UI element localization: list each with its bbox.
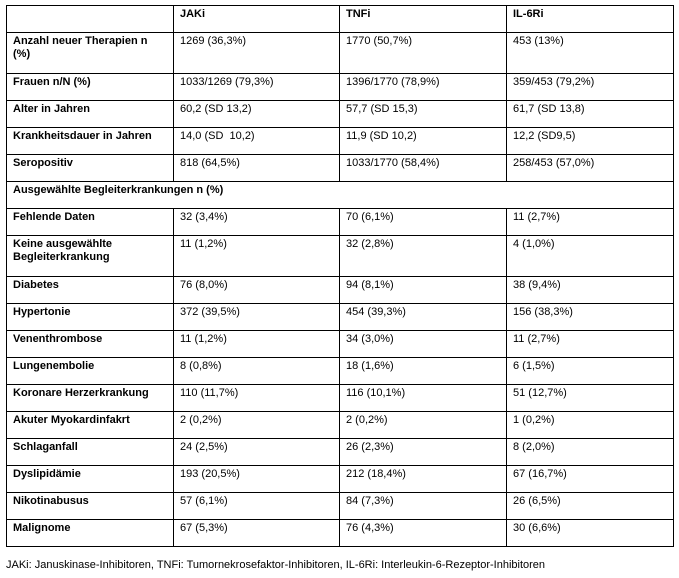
cell-il6ri: 12,2 (SD9,5): [507, 128, 674, 155]
header-tnfi: TNFi: [340, 6, 507, 33]
row-label: Diabetes: [7, 277, 174, 304]
table-row: [7, 155, 674, 182]
header-il6ri: IL-6Ri: [507, 6, 674, 33]
cell-jaki: 1269 (36,3%): [174, 33, 340, 74]
cell-tnfi: 70 (6,1%): [340, 209, 507, 236]
cell-il6ri: 67 (16,7%): [507, 466, 674, 493]
cell-jaki: 76 (8,0%): [174, 277, 340, 304]
cell-jaki: 372 (39,5%): [174, 304, 340, 331]
row-label: Nikotinabusus: [7, 493, 174, 520]
cell-tnfi: 1396/1770 (78,9%): [340, 74, 507, 101]
cell-il6ri: 8 (2,0%): [507, 439, 674, 466]
cell-tnfi: 26 (2,3%): [340, 439, 507, 466]
header-jaki: JAKi: [174, 6, 340, 33]
cell-jaki: 57 (6,1%): [174, 493, 340, 520]
table-row: [7, 33, 674, 74]
section-header-row: [7, 182, 674, 209]
row-label: Frauen n/N (%): [7, 74, 174, 101]
cell-jaki: 11 (1,2%): [174, 236, 340, 277]
cell-tnfi: 84 (7,3%): [340, 493, 507, 520]
cell-il6ri: 26 (6,5%): [507, 493, 674, 520]
cell-il6ri: 61,7 (SD 13,8): [507, 101, 674, 128]
cell-il6ri: 258/453 (57,0%): [507, 155, 674, 182]
cell-il6ri: 6 (1,5%): [507, 358, 674, 385]
cell-tnfi: 94 (8,1%): [340, 277, 507, 304]
cell-jaki: 60,2 (SD 13,2): [174, 101, 340, 128]
row-label: Hypertonie: [7, 304, 174, 331]
cell-jaki: 67 (5,3%): [174, 520, 340, 547]
row-label: Seropositiv: [7, 155, 174, 182]
cell-jaki: 110 (11,7%): [174, 385, 340, 412]
row-label: Venenthrombose: [7, 331, 174, 358]
cell-jaki: 8 (0,8%): [174, 358, 340, 385]
table-row: [7, 466, 674, 493]
cell-il6ri: 156 (38,3%): [507, 304, 674, 331]
cell-tnfi: 34 (3,0%): [340, 331, 507, 358]
row-label: Keine ausgewählte Begleiterkrankung: [7, 236, 174, 277]
cell-jaki: 1033/1269 (79,3%): [174, 74, 340, 101]
table-row: [7, 304, 674, 331]
table-row: [7, 236, 674, 277]
cell-il6ri: 51 (12,7%): [507, 385, 674, 412]
table-row: [7, 520, 674, 547]
cell-jaki: 818 (64,5%): [174, 155, 340, 182]
cell-jaki: 11 (1,2%): [174, 331, 340, 358]
cell-tnfi: 76 (4,3%): [340, 520, 507, 547]
table-row: [7, 385, 674, 412]
row-label: Malignome: [7, 520, 174, 547]
row-label: Lungenembolie: [7, 358, 174, 385]
cell-il6ri: 1 (0,2%): [507, 412, 674, 439]
section-label: Ausgewählte Begleiterkrankungen n (%): [7, 182, 674, 209]
cell-tnfi: 57,7 (SD 15,3): [340, 101, 507, 128]
cell-tnfi: 1770 (50,7%): [340, 33, 507, 74]
table-row: [7, 493, 674, 520]
cell-il6ri: 11 (2,7%): [507, 331, 674, 358]
cell-il6ri: 11 (2,7%): [507, 209, 674, 236]
cell-il6ri: 4 (1,0%): [507, 236, 674, 277]
comparison-table: [6, 5, 674, 547]
table-row: [7, 439, 674, 466]
cell-tnfi: 2 (0,2%): [340, 412, 507, 439]
table-row: [7, 412, 674, 439]
row-label: Koronare Herzerkrankung: [7, 385, 174, 412]
cell-tnfi: 116 (10,1%): [340, 385, 507, 412]
cell-jaki: 193 (20,5%): [174, 466, 340, 493]
row-label: Anzahl neuer Therapien n (%): [7, 33, 174, 74]
row-label: Akuter Myokardinfakrt: [7, 412, 174, 439]
cell-tnfi: 18 (1,6%): [340, 358, 507, 385]
cell-tnfi: 32 (2,8%): [340, 236, 507, 277]
row-label: Alter in Jahren: [7, 101, 174, 128]
cell-il6ri: 30 (6,6%): [507, 520, 674, 547]
row-label: Krankheitsdauer in Jahren: [7, 128, 174, 155]
row-label: Schlaganfall: [7, 439, 174, 466]
cell-tnfi: 454 (39,3%): [340, 304, 507, 331]
abbreviations-footnote: JAKi: Januskinase-Inhibitoren, TNFi: Tumornekrosefaktor-Inhibitoren, IL-6Ri: Interleukin-6-Rezeptor-Inhibitoren: [6, 559, 546, 571]
table-row: [7, 128, 674, 155]
row-label: Dyslipidämie: [7, 466, 174, 493]
header-empty-cell: [7, 6, 174, 33]
cell-jaki: 24 (2,5%): [174, 439, 340, 466]
cell-il6ri: 453 (13%): [507, 33, 674, 74]
cell-jaki: 14,0 (SD 10,2): [174, 128, 340, 155]
cell-il6ri: 38 (9,4%): [507, 277, 674, 304]
cell-jaki: 32 (3,4%): [174, 209, 340, 236]
table-row: [7, 331, 674, 358]
cell-tnfi: 212 (18,4%): [340, 466, 507, 493]
table-row: [7, 74, 674, 101]
row-label: Fehlende Daten: [7, 209, 174, 236]
cell-jaki: 2 (0,2%): [174, 412, 340, 439]
table-row: [7, 101, 674, 128]
table-row: [7, 209, 674, 236]
table-row: [7, 277, 674, 304]
table-row: [7, 358, 674, 385]
cell-il6ri: 359/453 (79,2%): [507, 74, 674, 101]
cell-tnfi: 11,9 (SD 10,2): [340, 128, 507, 155]
cell-tnfi: 1033/1770 (58,4%): [340, 155, 507, 182]
table-header-row: [7, 6, 674, 33]
